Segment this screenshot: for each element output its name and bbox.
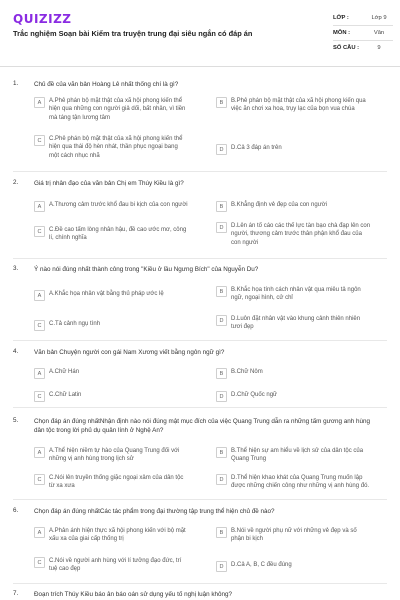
question-number: 7. (13, 590, 19, 597)
option-letter: B (216, 527, 227, 538)
option-text: C.Phê phán bộ mặt thật của xã hội phong kiến thể hiện qua thái độ hèn nhát, thần phục ngoại bang một cách nhục nhã (49, 136, 183, 159)
option-letter: B (216, 368, 227, 379)
option-letter: A (34, 368, 45, 379)
meta-row-count (333, 41, 393, 55)
option-text: D.Chữ Quốc ngữ (231, 392, 278, 398)
option-text: B.Phê phán bộ mặt thật của xã hội phong kiến qua việc ăn chơi xa hoa, trụy lạc của bọn vua chúa (231, 98, 366, 113)
question-text: Chọn đáp án đúng nhấtNhận định nào nói đúng mật mục đích của việc Quang Trung dẫn ra những tấm gương anh hùng dân tộc trong lời phủ dụ quân lính ở Nghệ An? (34, 418, 371, 434)
option-letter: C (34, 226, 45, 237)
option-letter: C (34, 391, 45, 402)
option-letter: B (216, 286, 227, 297)
question-text: Đoạn trích Thúy Kiều báo ân báo oán sử dụng yếu tố nghị luận không? (34, 591, 233, 598)
question-number: 5. (13, 417, 19, 424)
question-text: Chủ đề của văn bản Hoàng Lê nhất thống chí là gì? (34, 81, 179, 88)
option-text: B.Nói về người phụ nữ với những vẻ đẹp và số phận bi kịch (231, 528, 357, 543)
option-text: C.Tả cảnh ngụ tình (49, 321, 101, 327)
divider (13, 499, 387, 500)
question-number: 6. (13, 507, 19, 514)
meta-label: MÔN : (333, 30, 351, 36)
meta-label: LỚP : (333, 15, 349, 21)
question-number: 2. (13, 179, 19, 186)
option-letter: B (216, 97, 227, 108)
option-text: D.Luôn đặt nhân vật vào khung cảnh thiên nhiên tươi đẹp (231, 316, 361, 331)
option-letter: D (216, 144, 227, 155)
option-text: A.Khắc họa nhân vật bằng thủ pháp ước lệ (49, 291, 164, 297)
option-letter: D (216, 222, 227, 233)
meta-value: Lớp 9 (371, 15, 387, 21)
divider (13, 340, 387, 341)
option-text: C.Chữ Latin (49, 392, 82, 398)
option-text: A.Phản ánh hiện thực xã hội phong kiến với bộ mặt xấu xa của giai cấp thống trị (49, 528, 186, 543)
divider (13, 258, 387, 259)
option-text: B.Khắc họa tính cách nhân vật qua miêu tả ngôn ngữ, ngoại hình, cử chỉ (231, 287, 361, 302)
option-letter: D (216, 315, 227, 326)
option-letter: B (216, 201, 227, 212)
option-letter: B (216, 447, 227, 458)
option-text: C.Nói lên truyền thống giặc ngoại xâm của dân tộc từ xa xưa (49, 475, 184, 490)
option-letter: A (34, 447, 45, 458)
meta-row-subject (333, 26, 393, 41)
meta-row-class (333, 11, 393, 26)
option-letter: A (34, 201, 45, 212)
divider (13, 171, 387, 172)
option-letter: A (34, 527, 45, 538)
option-letter: D (216, 391, 227, 402)
option-text: B.Thể hiện sự am hiểu về lịch sử của dân tộc của Quang Trung (231, 448, 364, 463)
question-text: Văn bản Chuyện người con gái Nam Xương viết bằng ngôn ngữ gì? (34, 349, 225, 356)
option-letter: C (34, 135, 45, 146)
option-letter: C (34, 557, 45, 568)
option-letter: C (34, 474, 45, 485)
option-text: D.Cả A, B, C đều đúng (231, 562, 292, 568)
option-letter: A (34, 97, 45, 108)
question-text: Chọn đáp án đúng nhấtCác tác phẩm trong đại thường tập trung thể hiện chủ đề nào? (34, 508, 275, 515)
option-letter: D (216, 474, 227, 485)
page-title: Trắc nghiệm Soạn bài Kiểm tra truyện trung đại siêu ngắn có đáp án (13, 29, 253, 38)
option-letter: C (34, 320, 45, 331)
meta-label: SỐ CÂU : (333, 45, 360, 51)
divider (13, 407, 387, 408)
option-text: A.Phê phán bộ mặt thật của xã hội phong kiến thể hiện qua những con người giả dối, bất nhân, vì tiền mà táng tận lương tâm (49, 98, 186, 121)
option-letter: A (34, 290, 45, 301)
quizizz-logo: QUIZIZZ (13, 12, 72, 26)
option-text: B.Chữ Nôm (231, 369, 263, 375)
option-text: C.Đề cao tấm lòng nhân hậu, đề cao ước mơ, công lí, chính nghĩa (49, 227, 187, 242)
option-text: D.Cả 3 đáp án trên (231, 145, 282, 151)
option-text: D.Thể hiện khao khát của Quang Trung muốn lập được những chiến công như những vị anh hùng đó. (231, 475, 370, 490)
header (0, 0, 400, 67)
option-text: D.Lên án tố cáo các thế lực tàn bạo chà đạp lên con người, thương cảm trước thân phận khổ đau của con người (231, 223, 371, 246)
option-letter: D (216, 561, 227, 572)
question-number: 1. (13, 80, 19, 87)
meta-value: Văn (373, 30, 385, 36)
option-text: C.Nói về người anh hùng với lí tưởng đạo đức, trí tuệ cao đẹp (49, 558, 182, 573)
option-text: B.Khẳng định vẻ đẹp của con người (231, 202, 328, 208)
question-number: 3. (13, 265, 19, 272)
option-text: A.Thể hiện niềm tự hào của Quang Trung đối với những vị anh hùng trong lịch sử (49, 448, 180, 463)
option-text: A.Thương cảm trước khổ đau bi kịch của con người (49, 202, 188, 208)
meta-value: 9 (377, 45, 381, 51)
question-text: Ý nào nói đúng nhất thành công trong "Kiều ở lầu Ngưng Bích" của Nguyễn Du? (34, 266, 259, 273)
option-text: A.Chữ Hán (49, 369, 80, 375)
question-text: Giá trị nhân đạo của văn bản Chị em Thúy Kiều là gì? (34, 180, 184, 187)
meta-table (333, 11, 393, 55)
question-number: 4. (13, 348, 19, 355)
divider (13, 583, 387, 584)
